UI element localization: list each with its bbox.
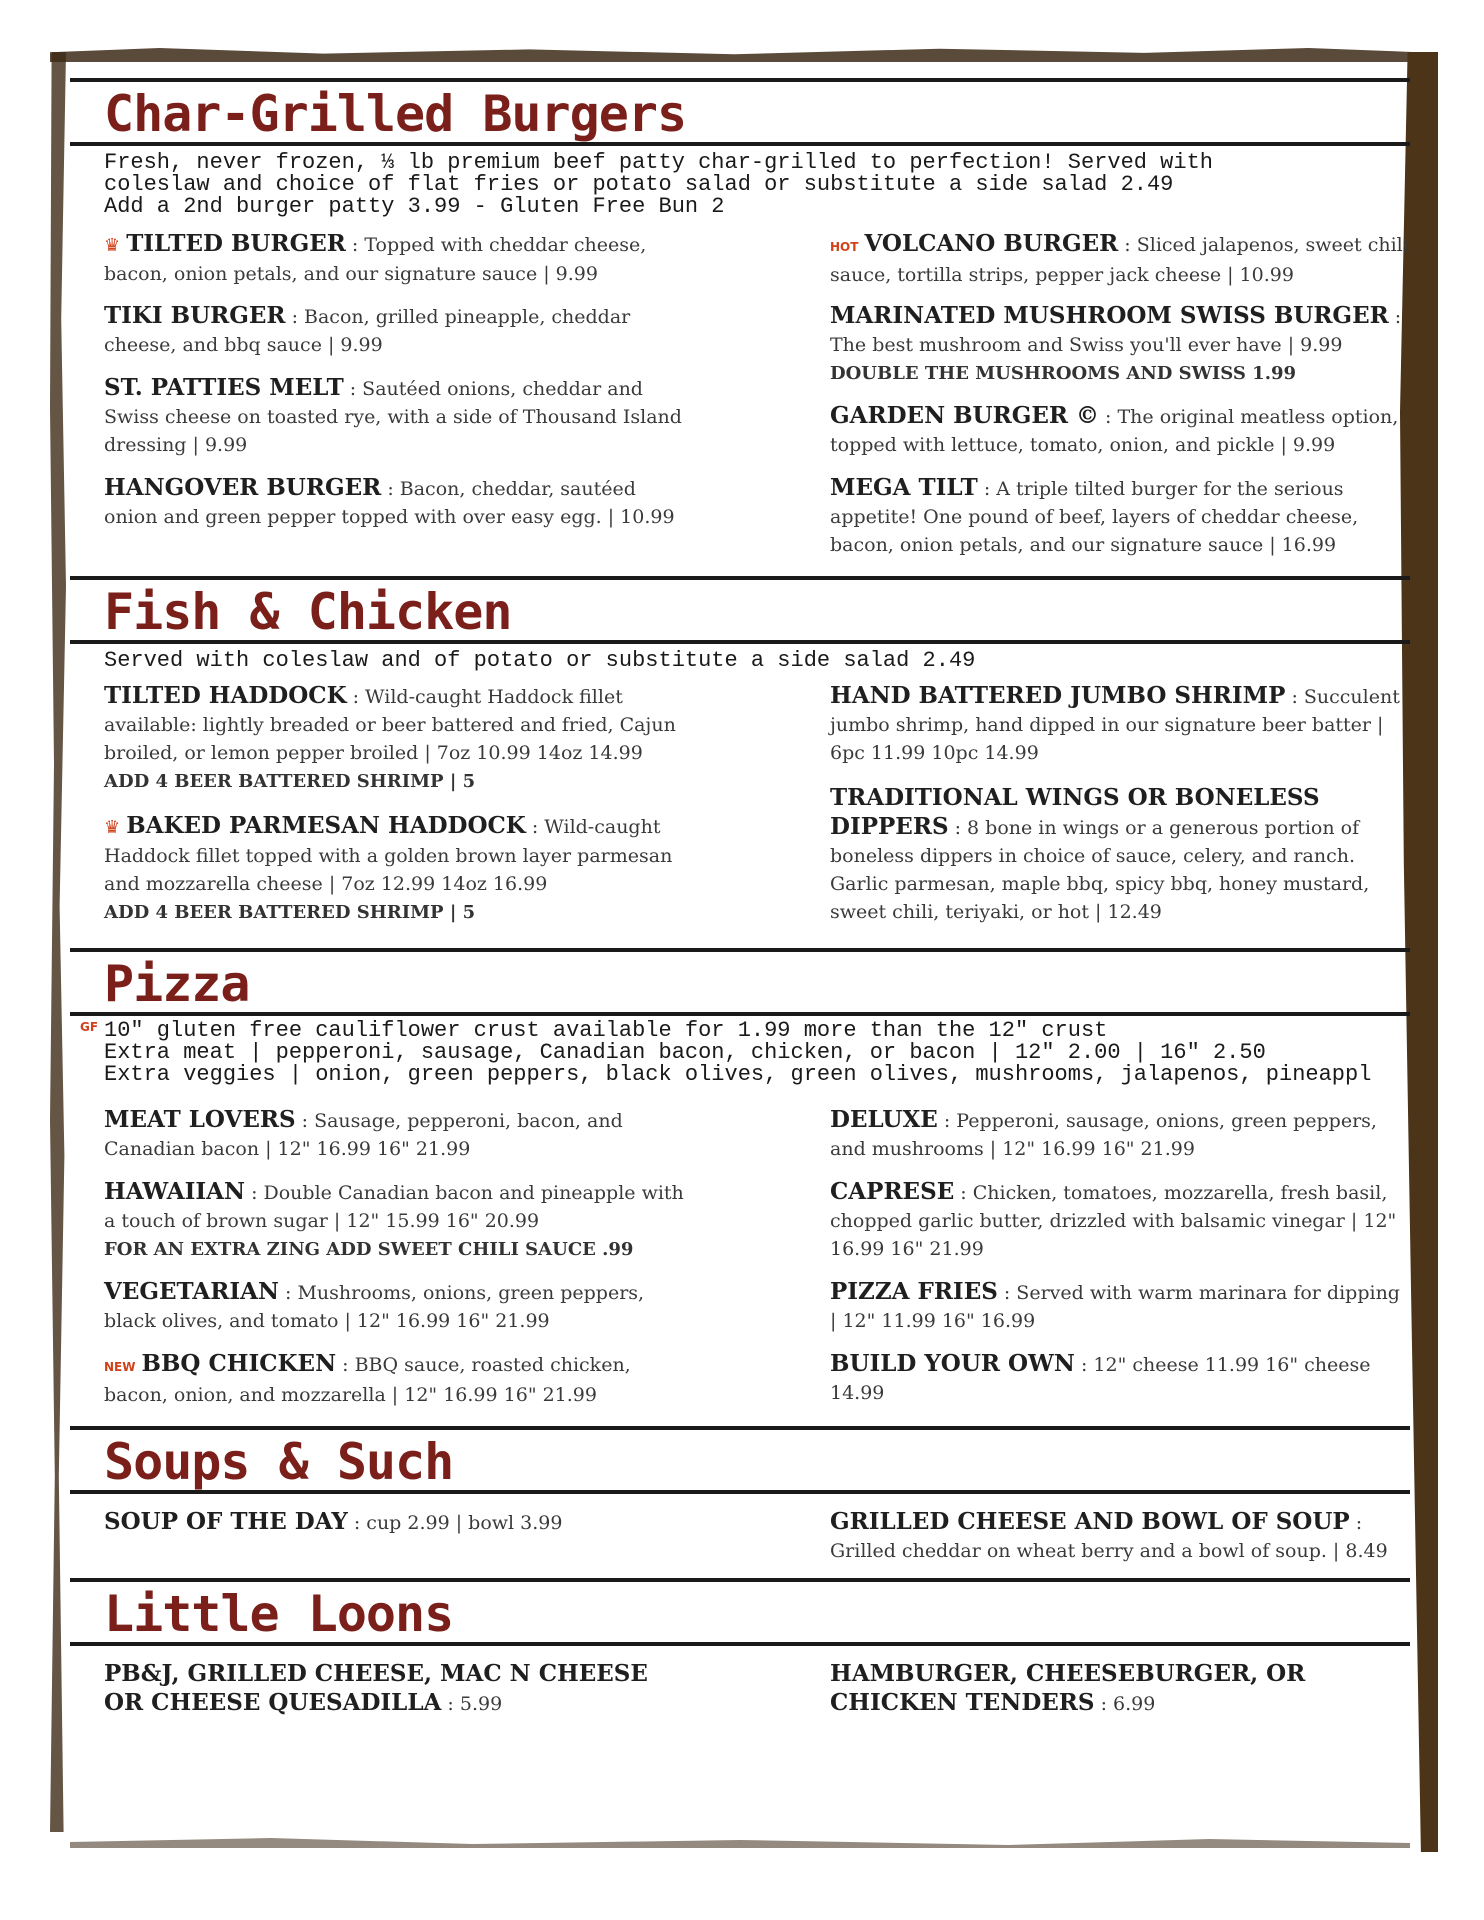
item-name: HANGOVER BURGER	[104, 474, 382, 501]
item-name: TIKI BURGER	[104, 302, 286, 329]
menu-item	[104, 302, 684, 359]
item-name: TILTED HADDOCK	[104, 682, 347, 709]
item-name: TILTED BURGER	[126, 230, 346, 257]
item-desc: : Sautéed onions, cheddar and Swiss cheese on toasted rye, with a side of Thousand Island dressing | 9.99	[104, 378, 682, 456]
item-name: BUILD YOUR OWN	[830, 1350, 1075, 1377]
item-name: BAKED PARMESAN HADDOCK	[126, 812, 526, 839]
item-extra: ADD 4 BEER BATTERED SHRIMP | 5	[104, 902, 476, 923]
menu-item	[830, 402, 1410, 459]
new-badge: NEW	[104, 1360, 136, 1374]
crown-icon: ♛	[104, 235, 121, 256]
menu-item	[830, 1350, 1410, 1407]
intro-line: Extra veggies | onion, green peppers, black olives, green olives, mushrooms, jalapenos, pineappl	[104, 1062, 1372, 1087]
menu-item	[104, 682, 684, 796]
gf-badge: GF	[80, 1020, 99, 1034]
menu-item	[104, 1278, 684, 1335]
item-desc: : 6.99	[1094, 1693, 1156, 1715]
intro-line: coleslaw and choice of flat fries or potato salad or substitute a side salad 2.49	[104, 172, 1174, 197]
intro-line: Served with coleslaw and of potato or substitute a side salad 2.49	[104, 648, 976, 673]
section-header-loons	[70, 1578, 1410, 1646]
item-desc: : Wild-caught Haddock fillet topped with a golden brown layer parmesan and mozzarella cheese | 7oz 12.99 14oz 16.99	[104, 816, 673, 895]
item-name: MEGA TILT	[830, 474, 978, 501]
item-extra: DOUBLE THE MUSHROOMS AND SWISS 1.99	[830, 363, 1297, 384]
intro-line: 10" gluten free cauliflower crust available for 1.99 more than the 12" crust	[104, 1018, 1108, 1043]
item-name: CAPRESE	[830, 1178, 955, 1205]
menu-item	[830, 1278, 1410, 1335]
menu-item	[104, 1350, 684, 1409]
item-desc: : 8 bone in wings or a generous portion of boneless dippers in choice of sauce, celery, and ranch. Garlic parmesan, maple bbq, spicy bbq, honey mustard, sweet chili, teriyaki, or hot | 12.49	[830, 817, 1370, 923]
menu-item	[830, 1660, 1390, 1718]
section-header-pizza	[70, 948, 1410, 1016]
intro-line: Extra meat | pepperoni, sausage, Canadian bacon, chicken, or bacon | 12" 2.00 | 16" 2.50	[104, 1040, 1266, 1065]
item-desc: : Topped with cheddar cheese, bacon, onion petals, and our signature sauce | 9.99	[104, 234, 647, 285]
section-title: Fish & Chicken	[104, 583, 512, 641]
menu-item	[104, 230, 684, 288]
item-name: HAWAIIAN	[104, 1178, 246, 1205]
item-desc: : 5.99	[441, 1693, 503, 1715]
item-desc: : Double Canadian bacon and pineapple with a touch of brown sugar | 12" 15.99 16" 20.99	[104, 1182, 684, 1232]
item-name: GRILLED CHEESE AND BOWL OF SOUP	[830, 1508, 1350, 1535]
menu-item	[830, 1508, 1410, 1565]
item-desc: : Bacon, cheddar, sautéed onion and green pepper topped with over easy egg. | 10.99	[104, 478, 675, 528]
item-desc: : Chicken, tomatoes, mozzarella, fresh basil, chopped garlic butter, drizzled with balsamic vinegar | 12" 16.99 16" 21.99	[830, 1182, 1397, 1260]
item-name: HAMBURGER, CHEESEBURGER, OR CHICKEN TENDERS	[830, 1660, 1306, 1716]
intro-line: Add a 2nd burger patty 3.99 - Gluten Free Bun 2	[104, 194, 725, 219]
item-desc: : 12" cheese 11.99 16" cheese 14.99	[830, 1354, 1371, 1404]
menu-item	[104, 1178, 684, 1264]
item-extra: FOR AN EXTRA ZING ADD SWEET CHILI SAUCE .99	[104, 1239, 634, 1260]
item-name: HAND BATTERED JUMBO SHRIMP	[830, 682, 1286, 709]
item-desc: : Succulent jumbo shrimp, hand dipped in our signature beer batter | 6pc 11.99 10pc 14.99	[830, 686, 1400, 764]
crown-icon: ♛	[104, 817, 121, 838]
item-name: SOUP OF THE DAY	[104, 1508, 348, 1535]
section-header-soups	[70, 1426, 1410, 1494]
fish-intro	[104, 650, 1484, 672]
menu-item	[104, 1106, 684, 1163]
intro-line: Fresh, never frozen, ⅓ lb premium beef patty char-grilled to perfection! Served with	[104, 150, 1213, 175]
item-desc: : BBQ sauce, roasted chicken, bacon, onion, and mozzarella | 12" 16.99 16" 21.99	[104, 1354, 631, 1406]
item-desc: : Wild-caught Haddock fillet available: lightly breaded or beer battered and fried, Cajun broiled, or lemon pepper broiled | 7oz 10.99 14oz 14.99	[104, 686, 676, 764]
item-name: MEAT LOVERS	[104, 1106, 296, 1133]
item-name: VOLCANO BURGER	[864, 230, 1119, 257]
item-desc: : Pepperoni, sausage, onions, green peppers, and mushrooms | 12" 16.99 16" 21.99	[830, 1110, 1377, 1160]
item-name: ST. PATTIES MELT	[104, 374, 344, 401]
pizza-intro	[104, 1020, 1484, 1086]
item-desc: : Sausage, pepperoni, bacon, and Canadian bacon | 12" 16.99 16" 21.99	[104, 1110, 623, 1160]
item-desc: : Sliced jalapenos, sweet chili sauce, tortilla strips, pepper jack cheese | 10.99	[830, 234, 1409, 286]
menu-item	[104, 812, 684, 927]
item-desc: : Mushrooms, onions, green peppers, black olives, and tomato | 12" 16.99 16" 21.99	[104, 1282, 645, 1332]
menu-item	[830, 1178, 1410, 1263]
item-name: VEGETARIAN	[104, 1278, 279, 1305]
item-desc: : The original meatless option, topped with lettuce, tomato, onion, and pickle | 9.99	[830, 406, 1399, 456]
item-name: PIZZA FRIES	[830, 1278, 998, 1305]
burgers-intro	[104, 152, 1484, 218]
item-name: TRADITIONAL WINGS OR BONELESS DIPPERS	[830, 784, 1320, 840]
section-title: Char-Grilled Burgers	[104, 85, 687, 143]
item-name: BBQ CHICKEN	[141, 1350, 337, 1377]
hot-badge: HOT	[830, 240, 859, 254]
item-desc: : Grilled cheddar on wheat berry and a bowl of soup. | 8.49	[830, 1512, 1388, 1562]
frame-bottom	[70, 1838, 1410, 1848]
section-title: Pizza	[104, 955, 250, 1013]
section-header-burgers	[70, 78, 1410, 146]
menu-item	[830, 784, 1410, 926]
item-desc: : Served with warm marinara for dipping | 12" 11.99 16" 16.99	[830, 1282, 1400, 1332]
menu-item	[830, 302, 1410, 388]
frame-left	[50, 52, 66, 1832]
item-desc: : Bacon, grilled pineapple, cheddar cheese, and bbq sauce | 9.99	[104, 306, 631, 356]
item-desc: : The best mushroom and Swiss you'll ever have | 9.99	[830, 306, 1402, 356]
item-name: MARINATED MUSHROOM SWISS BURGER	[830, 302, 1389, 329]
menu-item	[830, 682, 1410, 767]
item-desc: : cup 2.99 | bowl 3.99	[347, 1512, 563, 1534]
menu-item	[104, 1508, 684, 1537]
item-name: PB&J, GRILLED CHEESE, MAC N CHEESE OR CHEESE QUESADILLA	[104, 1660, 648, 1716]
menu-item	[104, 374, 684, 459]
menu-item	[830, 1106, 1410, 1163]
menu-item	[830, 474, 1410, 559]
menu-item	[104, 1660, 664, 1718]
menu-item	[830, 230, 1410, 289]
item-desc: : A triple tilted burger for the serious appetite! One pound of beef, layers of cheddar cheese, bacon, onion petals, and our signature sauce | 16.99	[830, 478, 1359, 556]
item-extra: ADD 4 BEER BATTERED SHRIMP | 5	[104, 771, 476, 792]
frame-top	[50, 48, 1418, 62]
section-header-fish	[70, 576, 1410, 644]
menu-item	[104, 474, 684, 531]
item-name: GARDEN BURGER ©	[830, 402, 1100, 429]
item-name: DELUXE	[830, 1106, 938, 1133]
section-title: Little Loons	[104, 1585, 454, 1643]
section-title: Soups & Such	[104, 1433, 454, 1491]
